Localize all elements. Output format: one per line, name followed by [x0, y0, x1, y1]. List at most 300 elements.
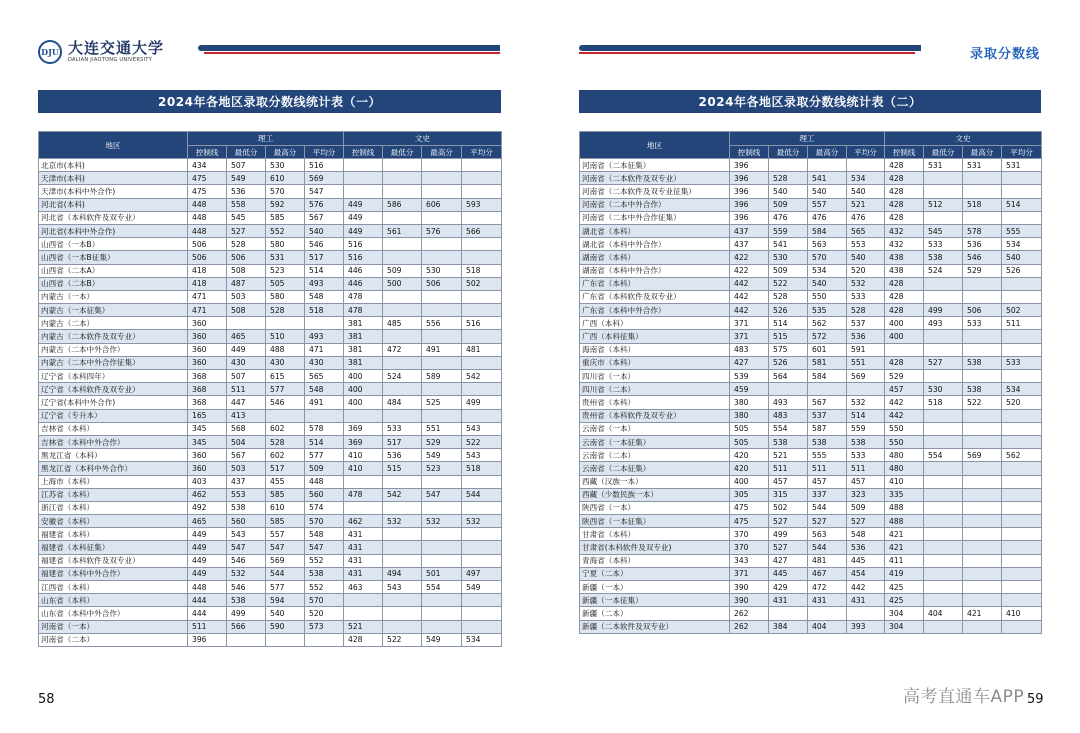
- score-cell: [808, 383, 847, 396]
- score-cell: 569: [305, 172, 344, 185]
- score-cell: 425: [885, 594, 924, 607]
- score-cell: 527: [847, 515, 885, 528]
- score-cell: [344, 594, 383, 607]
- score-cell: 502: [769, 501, 808, 514]
- score-cell: 545: [227, 211, 266, 224]
- score-cell: 506: [422, 277, 462, 290]
- score-cell: 554: [924, 449, 963, 462]
- region-cell: 吉林省（本科中外合作）: [39, 435, 188, 448]
- region-cell: 山西省（一本B）: [39, 238, 188, 251]
- score-cell: 585: [266, 211, 305, 224]
- table-row: [39, 277, 502, 290]
- score-cell: 380: [730, 396, 769, 409]
- section-title: 录取分数线: [969, 47, 1040, 62]
- score-cell: 438: [885, 251, 924, 264]
- score-cell: 527: [769, 515, 808, 528]
- score-cell: 534: [1002, 383, 1042, 396]
- score-cell: 549: [227, 172, 266, 185]
- score-cell: [383, 383, 422, 396]
- score-cell: 410: [885, 475, 924, 488]
- region-cell: 甘肃省（本科）: [580, 528, 730, 541]
- score-cell: 371: [730, 317, 769, 330]
- region-cell: 广东省（本科中外合作）: [580, 304, 730, 317]
- score-cell: 549: [422, 633, 462, 646]
- score-cell: 591: [847, 343, 885, 356]
- score-cell: 410: [1002, 607, 1042, 620]
- score-cell: 543: [227, 528, 266, 541]
- table-row: [580, 224, 1042, 237]
- score-cell: [383, 554, 422, 567]
- score-cell: [769, 159, 808, 172]
- score-cell: 547: [305, 541, 344, 554]
- score-cell: [344, 501, 383, 514]
- score-cell: 547: [227, 541, 266, 554]
- score-cell: 553: [847, 238, 885, 251]
- table-row: [580, 290, 1042, 303]
- score-cell: [1002, 370, 1042, 383]
- score-cell: 480: [885, 462, 924, 475]
- score-cell: 413: [227, 409, 266, 422]
- score-cell: 610: [266, 172, 305, 185]
- score-cell: 546: [266, 396, 305, 409]
- region-cell: 内蒙古（二本）: [39, 317, 188, 330]
- score-cell: 448: [188, 581, 227, 594]
- region-cell: 黑龙江省（本科）: [39, 449, 188, 462]
- region-cell: 新疆（一本）: [580, 581, 730, 594]
- column-group-science: 理工: [188, 132, 344, 146]
- score-cell: 532: [847, 396, 885, 409]
- score-cell: 536: [227, 185, 266, 198]
- score-cell: [924, 528, 963, 541]
- column-header: 最低分: [769, 146, 808, 159]
- score-cell: 529: [885, 370, 924, 383]
- score-cell: 524: [383, 370, 422, 383]
- score-cell: 505: [730, 435, 769, 448]
- score-cell: [462, 304, 502, 317]
- score-cell: 499: [227, 607, 266, 620]
- score-cell: 509: [769, 264, 808, 277]
- score-cell: [305, 633, 344, 646]
- score-cell: 564: [769, 370, 808, 383]
- column-header-region: 地区: [39, 132, 188, 159]
- score-cell: [963, 370, 1002, 383]
- university-logo: [38, 38, 164, 66]
- score-cell: 536: [847, 541, 885, 554]
- score-cell: [1002, 330, 1042, 343]
- score-cell: [924, 475, 963, 488]
- table-row: [580, 172, 1042, 185]
- score-cell: 535: [808, 304, 847, 317]
- score-cell: [1002, 501, 1042, 514]
- score-cell: 442: [885, 396, 924, 409]
- score-cell: 449: [344, 198, 383, 211]
- table-row: [580, 488, 1042, 501]
- score-cell: 570: [266, 185, 305, 198]
- score-cell: 475: [188, 172, 227, 185]
- score-cell: 537: [847, 317, 885, 330]
- table-row: [580, 185, 1042, 198]
- table-row: [39, 330, 502, 343]
- score-cell: 483: [730, 343, 769, 356]
- column-header-region: 地区: [580, 132, 730, 159]
- column-group-arts: 文史: [344, 132, 502, 146]
- right-page: [540, 0, 1080, 733]
- score-cell: [266, 633, 305, 646]
- score-cell: 323: [847, 488, 885, 501]
- score-cell: 533: [383, 422, 422, 435]
- column-header: 控制线: [188, 146, 227, 159]
- score-cell: 522: [383, 633, 422, 646]
- score-cell: 570: [808, 251, 847, 264]
- score-cell: 476: [847, 211, 885, 224]
- score-cell: [383, 251, 422, 264]
- score-cell: 528: [847, 304, 885, 317]
- score-cell: 371: [730, 567, 769, 580]
- header-decor-bar: [198, 45, 500, 51]
- region-cell: 湖南省（本科）: [580, 251, 730, 264]
- score-cell: [305, 409, 344, 422]
- table-row: [39, 607, 502, 620]
- score-cell: 430: [266, 356, 305, 369]
- score-cell: 547: [422, 488, 462, 501]
- score-cell: 400: [730, 475, 769, 488]
- score-cell: [1002, 594, 1042, 607]
- score-cell: 546: [305, 238, 344, 251]
- score-cell: 449: [188, 541, 227, 554]
- score-cell: [422, 607, 462, 620]
- score-cell: [462, 383, 502, 396]
- score-cell: 428: [344, 633, 383, 646]
- score-cell: 594: [266, 594, 305, 607]
- score-cell: [963, 211, 1002, 224]
- score-cell: 472: [808, 581, 847, 594]
- score-cell: 532: [462, 515, 502, 528]
- region-cell: 江西省（本科）: [39, 581, 188, 594]
- score-cell: 567: [305, 211, 344, 224]
- right-table-title: 2024年各地区录取分数线统计表（二）: [579, 90, 1041, 113]
- score-cell: [963, 290, 1002, 303]
- score-cell: [422, 251, 462, 264]
- score-cell: [422, 409, 462, 422]
- score-cell: 531: [963, 159, 1002, 172]
- table-row: [580, 435, 1042, 448]
- score-cell: 560: [227, 515, 266, 528]
- score-cell: 515: [383, 462, 422, 475]
- region-cell: 新疆（二本）: [580, 607, 730, 620]
- region-cell: 天津市(本科中外合作): [39, 185, 188, 198]
- score-cell: 540: [769, 185, 808, 198]
- score-cell: 547: [305, 185, 344, 198]
- score-cell: 585: [266, 515, 305, 528]
- score-cell: 404: [924, 607, 963, 620]
- score-cell: 304: [885, 620, 924, 633]
- table-row: [39, 370, 502, 383]
- score-cell: 488: [885, 515, 924, 528]
- score-cell: 532: [422, 515, 462, 528]
- score-cell: 531: [924, 159, 963, 172]
- score-cell: 465: [227, 330, 266, 343]
- score-cell: [383, 528, 422, 541]
- score-cell: 502: [462, 277, 502, 290]
- score-cell: 511: [188, 620, 227, 633]
- score-cell: 471: [188, 304, 227, 317]
- score-cell: 449: [188, 554, 227, 567]
- score-cell: 368: [188, 383, 227, 396]
- score-cell: 527: [769, 541, 808, 554]
- score-cell: [1002, 185, 1042, 198]
- table-row: [39, 304, 502, 317]
- score-cell: 556: [422, 317, 462, 330]
- score-cell: 511: [769, 462, 808, 475]
- region-cell: 广东省（本科软件及双专业）: [580, 290, 730, 303]
- score-cell: 559: [769, 224, 808, 237]
- table-row: [580, 501, 1042, 514]
- score-cell: 488: [266, 343, 305, 356]
- table-row: [39, 159, 502, 172]
- score-cell: 437: [227, 475, 266, 488]
- score-cell: 547: [266, 541, 305, 554]
- score-cell: 432: [885, 224, 924, 237]
- column-header: 最高分: [808, 146, 847, 159]
- score-cell: 538: [963, 383, 1002, 396]
- table-row: [39, 198, 502, 211]
- table-row: [580, 581, 1042, 594]
- score-cell: 396: [730, 211, 769, 224]
- score-cell: 606: [422, 198, 462, 211]
- score-cell: 380: [730, 409, 769, 422]
- region-cell: 上海市（本科）: [39, 475, 188, 488]
- score-cell: 449: [344, 224, 383, 237]
- score-cell: 431: [847, 594, 885, 607]
- score-cell: 518: [305, 304, 344, 317]
- region-cell: 安徽省（本科）: [39, 515, 188, 528]
- score-cell: [924, 501, 963, 514]
- score-cell: 396: [730, 172, 769, 185]
- region-cell: 河南省（一本）: [39, 620, 188, 633]
- score-cell: [963, 515, 1002, 528]
- score-cell: 551: [422, 422, 462, 435]
- score-cell: 491: [305, 396, 344, 409]
- score-cell: 540: [847, 185, 885, 198]
- score-cell: 546: [227, 554, 266, 567]
- table-row: [580, 330, 1042, 343]
- region-cell: 青海省（本科）: [580, 554, 730, 567]
- region-cell: 河南省（二本软件及双专业征集）: [580, 185, 730, 198]
- column-header: 控制线: [344, 146, 383, 159]
- score-cell: 514: [1002, 198, 1042, 211]
- score-cell: [462, 475, 502, 488]
- score-cell: [847, 607, 885, 620]
- score-cell: [963, 172, 1002, 185]
- score-cell: 552: [266, 224, 305, 237]
- score-cell: [963, 330, 1002, 343]
- score-cell: [847, 383, 885, 396]
- score-cell: 552: [305, 554, 344, 567]
- score-cell: 566: [462, 224, 502, 237]
- table-row: [580, 594, 1042, 607]
- table-row: [39, 211, 502, 224]
- region-cell: 四川省（一本）: [580, 370, 730, 383]
- table-row: [39, 185, 502, 198]
- table-row: [39, 172, 502, 185]
- score-cell: 448: [188, 224, 227, 237]
- score-cell: [924, 581, 963, 594]
- score-cell: 581: [808, 356, 847, 369]
- score-cell: 449: [227, 343, 266, 356]
- score-cell: [422, 501, 462, 514]
- score-cell: 360: [188, 343, 227, 356]
- score-cell: [383, 607, 422, 620]
- region-cell: 宁夏（二本）: [580, 567, 730, 580]
- table-row: [39, 528, 502, 541]
- score-cell: [422, 238, 462, 251]
- score-cell: 533: [963, 317, 1002, 330]
- score-cell: 497: [462, 567, 502, 580]
- score-cell: 509: [305, 462, 344, 475]
- table-row: [580, 251, 1042, 264]
- score-cell: 370: [730, 528, 769, 541]
- score-cell: 419: [885, 567, 924, 580]
- score-cell: [422, 211, 462, 224]
- score-cell: [422, 620, 462, 633]
- score-cell: 521: [344, 620, 383, 633]
- score-cell: 539: [730, 370, 769, 383]
- score-cell: 549: [462, 581, 502, 594]
- region-cell: 内蒙古（二本中外合作）: [39, 343, 188, 356]
- table-row: [39, 488, 502, 501]
- score-cell: [462, 409, 502, 422]
- score-cell: [1002, 554, 1042, 567]
- score-cell: 511: [227, 383, 266, 396]
- score-cell: [963, 475, 1002, 488]
- score-cell: [924, 330, 963, 343]
- region-cell: 河北省(本科中外合作): [39, 224, 188, 237]
- score-cell: [422, 356, 462, 369]
- region-cell: 河南省（二本征集）: [580, 159, 730, 172]
- score-cell: 509: [383, 264, 422, 277]
- score-cell: 555: [1002, 224, 1042, 237]
- score-cell: 580: [266, 238, 305, 251]
- score-cell: 527: [808, 515, 847, 528]
- score-cell: 525: [422, 396, 462, 409]
- score-cell: [266, 317, 305, 330]
- header-decor-stripe: [204, 52, 500, 54]
- score-cell: [963, 528, 1002, 541]
- score-cell: 509: [769, 198, 808, 211]
- score-cell: 505: [266, 277, 305, 290]
- score-cell: 563: [808, 238, 847, 251]
- region-cell: 广西（本科）: [580, 317, 730, 330]
- table-row: [580, 396, 1042, 409]
- column-header: 最高分: [963, 146, 1002, 159]
- score-cell: 541: [769, 238, 808, 251]
- score-cell: 462: [188, 488, 227, 501]
- score-cell: [227, 633, 266, 646]
- score-cell: 514: [769, 317, 808, 330]
- score-cell: [963, 462, 1002, 475]
- region-cell: 新疆（二本软件及双专业）: [580, 620, 730, 633]
- score-cell: 554: [422, 581, 462, 594]
- score-cell: 514: [305, 264, 344, 277]
- score-cell: 570: [305, 594, 344, 607]
- score-cell: 428: [885, 172, 924, 185]
- score-cell: [462, 251, 502, 264]
- score-cell: 442: [885, 409, 924, 422]
- score-cell: 381: [344, 330, 383, 343]
- score-cell: 428: [885, 356, 924, 369]
- score-cell: 565: [305, 370, 344, 383]
- score-cell: [847, 159, 885, 172]
- region-cell: 湖北省（本科中外合作）: [580, 238, 730, 251]
- score-cell: 543: [462, 422, 502, 435]
- score-cell: [462, 554, 502, 567]
- region-cell: 山东省（本科）: [39, 594, 188, 607]
- column-header: 控制线: [730, 146, 769, 159]
- score-cell: 400: [885, 317, 924, 330]
- score-cell: 570: [305, 515, 344, 528]
- region-cell: 云南省（二本征集）: [580, 462, 730, 475]
- table-row: [580, 356, 1042, 369]
- score-cell: 262: [730, 607, 769, 620]
- score-cell: [344, 159, 383, 172]
- logo-chinese-name: 大连交通大学: [68, 39, 165, 57]
- score-cell: 420: [730, 449, 769, 462]
- score-cell: 420: [730, 462, 769, 475]
- table-row: [39, 396, 502, 409]
- region-cell: 天津市(本科): [39, 172, 188, 185]
- score-cell: 507: [227, 370, 266, 383]
- header-decor-stripe: [579, 52, 915, 54]
- score-cell: 493: [305, 277, 344, 290]
- score-cell: 557: [808, 198, 847, 211]
- score-cell: [462, 172, 502, 185]
- score-cell: 540: [808, 277, 847, 290]
- score-cell: 418: [188, 277, 227, 290]
- score-cell: 538: [769, 435, 808, 448]
- score-cell: 550: [885, 435, 924, 448]
- score-cell: 536: [963, 238, 1002, 251]
- table-row: [39, 594, 502, 607]
- score-cell: 431: [808, 594, 847, 607]
- score-cell: [422, 290, 462, 303]
- score-cell: [963, 567, 1002, 580]
- score-cell: [885, 343, 924, 356]
- region-cell: 云南省（二本）: [580, 449, 730, 462]
- table-row: [39, 541, 502, 554]
- table-row: [580, 198, 1042, 211]
- score-cell: [383, 475, 422, 488]
- score-cell: [383, 238, 422, 251]
- score-cell: 533: [847, 290, 885, 303]
- table-row: [580, 317, 1042, 330]
- score-cell: 475: [730, 515, 769, 528]
- score-cell: [769, 383, 808, 396]
- score-cell: 540: [1002, 251, 1042, 264]
- score-cell: 517: [383, 435, 422, 448]
- score-cell: 530: [422, 264, 462, 277]
- region-cell: 浙江省（本科）: [39, 501, 188, 514]
- score-cell: 428: [885, 159, 924, 172]
- table-row: [580, 620, 1042, 633]
- score-cell: 522: [963, 396, 1002, 409]
- score-cell: 410: [344, 462, 383, 475]
- score-cell: 345: [188, 435, 227, 448]
- region-cell: 福建省（本科中外合作）: [39, 567, 188, 580]
- score-cell: 554: [769, 422, 808, 435]
- table-row: [580, 541, 1042, 554]
- score-cell: [963, 620, 1002, 633]
- score-cell: [383, 620, 422, 633]
